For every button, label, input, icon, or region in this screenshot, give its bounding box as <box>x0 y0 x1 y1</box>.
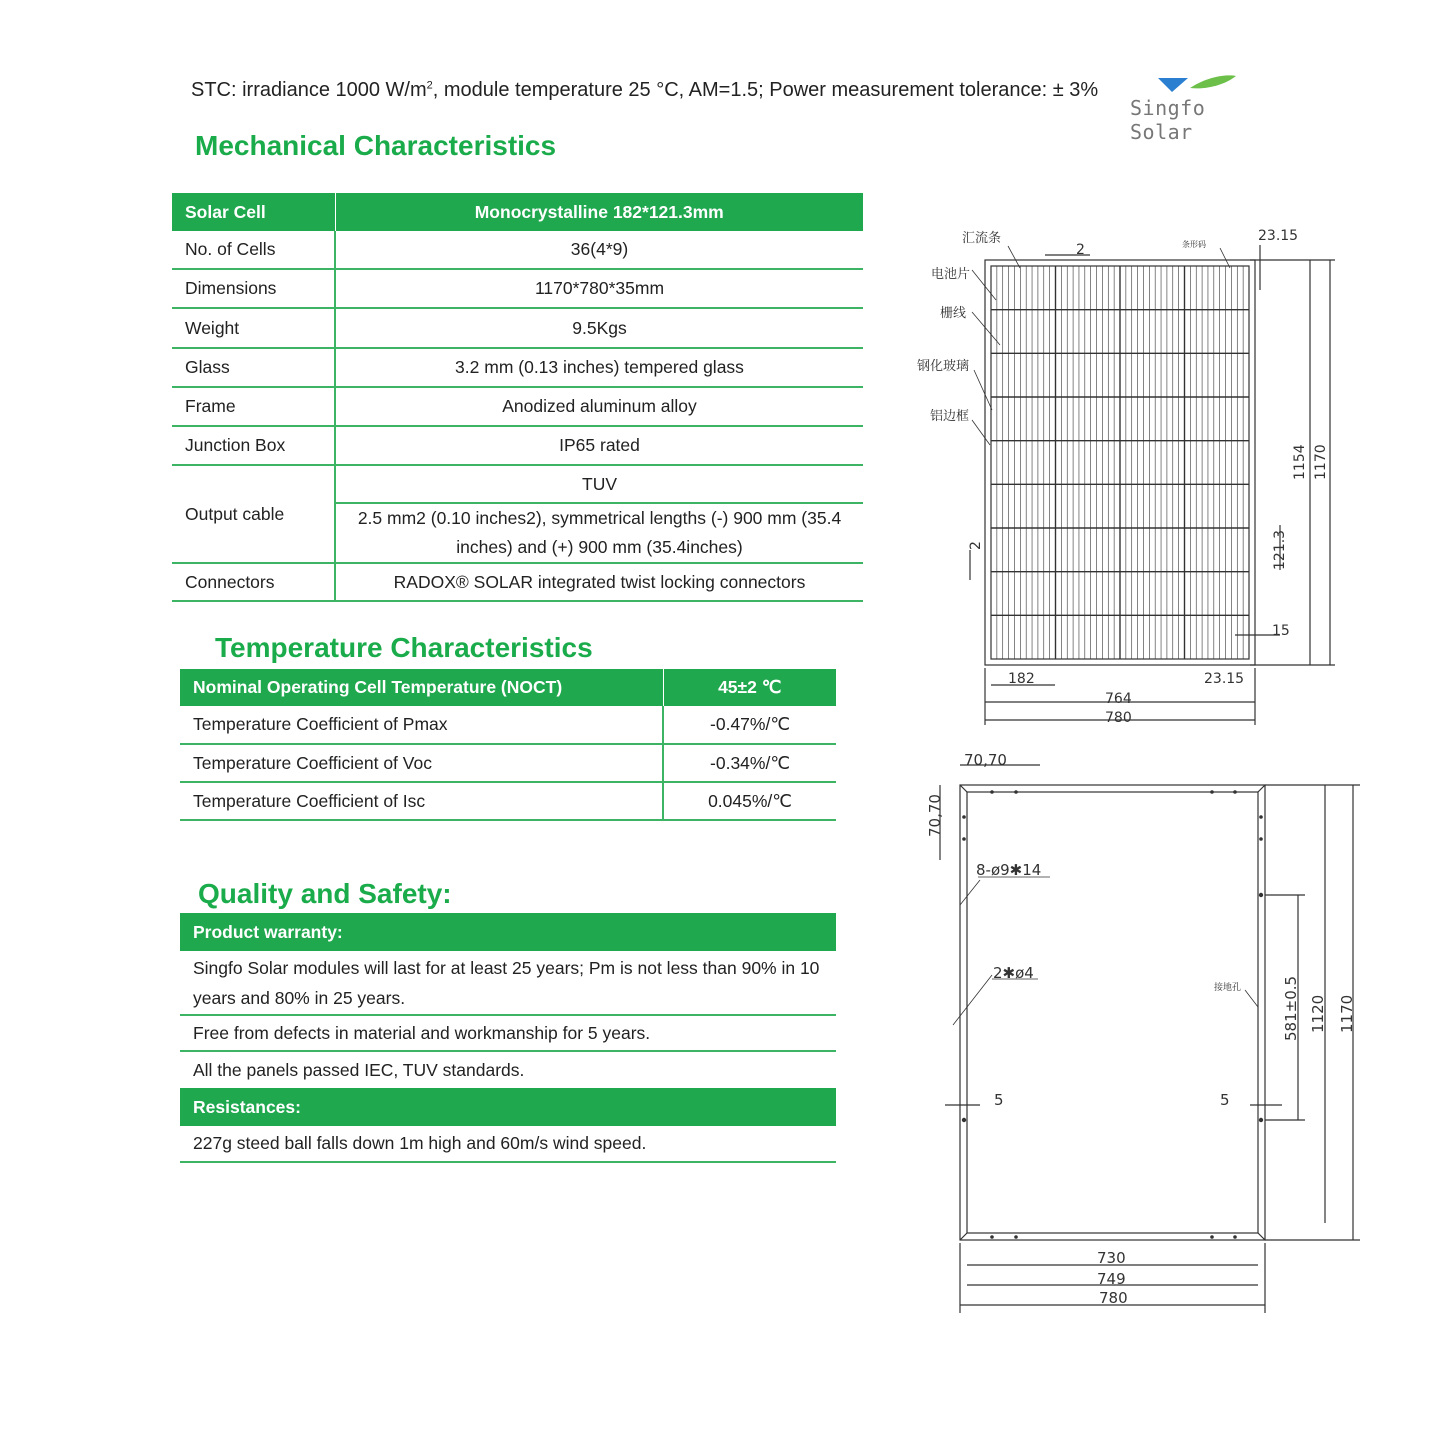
warranty-line: Singfo Solar modules will last for at least 25 years; Pm is not less than 90% in 10 years and 80% in 25 years. <box>180 951 836 1016</box>
gridline-label: 栅线 <box>940 306 967 321</box>
cell-label: 电池片 <box>931 267 971 282</box>
dim-cell-width: 182 <box>1008 671 1035 687</box>
glass-label: 钢化玻璃 <box>917 359 970 374</box>
output-cable-spec: 2.5 mm2 (0.10 inches2), symmetrical lengths (-) 900 mm (35.4 inches) and (+) 900 mm (35.4inches) <box>335 503 863 563</box>
row-value: 9.5Kgs <box>335 308 863 348</box>
output-cable-label: Output cable <box>172 465 335 563</box>
dim-busbar-gap: 2 <box>1076 242 1085 258</box>
mechanical-header-row <box>172 193 863 231</box>
mechanical-table <box>172 193 863 602</box>
dim-width-c: 780 <box>1099 1289 1128 1307</box>
dim-edge-right: 5 <box>1220 1091 1230 1109</box>
dim-width-a: 730 <box>1097 1249 1126 1267</box>
dim-cell-gap: 2 <box>968 541 984 550</box>
table-row <box>172 426 863 465</box>
dim-mount-holes: 8-ø9✱14 <box>976 861 1042 879</box>
dim-cell-height: 121.3 <box>1272 529 1288 570</box>
row-value: Anodized aluminum alloy <box>335 387 863 426</box>
brand-logo <box>1128 74 1268 144</box>
dim-width-outer: 780 <box>1105 710 1132 726</box>
table-row <box>180 744 836 782</box>
row-value: 0.045%/℃ <box>663 782 836 820</box>
dim-width-inner: 764 <box>1105 691 1132 707</box>
row-label: Temperature Coefficient of Pmax <box>180 706 663 744</box>
dim-width-b: 749 <box>1097 1270 1126 1288</box>
barcode-label: 条形码 <box>1182 240 1206 249</box>
resistance-line: 227g steed ball falls down 1m high and 60m/s wind speed. <box>180 1126 836 1163</box>
quality-block <box>180 913 836 1163</box>
solar-cell-value: Monocrystalline 182*121.3mm <box>335 193 863 231</box>
row-label: Junction Box <box>172 426 335 465</box>
dim-corner-vertical: 70,70 <box>926 794 944 837</box>
table-row <box>180 782 836 820</box>
row-label: Glass <box>172 348 335 387</box>
row-value: -0.34%/℃ <box>663 744 836 782</box>
panel-back-frame <box>960 785 1265 1240</box>
warranty-line: Free from defects in material and workmanship for 5 years. <box>180 1016 836 1052</box>
dim-top-margin: 23.15 <box>1258 228 1299 244</box>
noct-value: 45±2 ℃ <box>663 669 836 706</box>
row-label: Weight <box>172 308 335 348</box>
warranty-header: Product warranty: <box>180 913 836 951</box>
dim-height-outer: 1170 <box>1338 994 1356 1033</box>
solar-cell-label: Solar Cell <box>172 193 335 231</box>
output-cable-cert: TUV <box>335 465 863 503</box>
row-value: 3.2 mm (0.13 inches) tempered glass <box>335 348 863 387</box>
row-value: RADOX® SOLAR integrated twist locking connectors <box>335 563 863 601</box>
dim-bottom-margin: 15 <box>1272 623 1290 639</box>
dim-ground-holes: 2✱ø4 <box>993 964 1034 982</box>
table-row <box>180 706 836 744</box>
table-row <box>172 348 863 387</box>
row-label: Frame <box>172 387 335 426</box>
dim-height-outer: 1170 <box>1313 444 1329 480</box>
dim-height-inner: 1154 <box>1292 444 1308 480</box>
temperature-title: Temperature Characteristics <box>215 632 593 663</box>
row-value: IP65 rated <box>335 426 863 465</box>
dim-edge-left: 5 <box>994 1091 1004 1109</box>
mechanical-title: Mechanical Characteristics <box>195 130 557 161</box>
table-row <box>172 563 863 601</box>
warranty-line: All the panels passed IEC, TUV standards. <box>193 1060 525 1080</box>
table-row <box>172 465 863 503</box>
table-row <box>172 308 863 348</box>
frame-label: 铝边框 <box>930 409 970 424</box>
row-label: No. of Cells <box>172 231 335 269</box>
dim-side-margin: 23.15 <box>1204 671 1245 687</box>
back-view-drawing <box>920 745 1370 1320</box>
row-value: -0.47%/℃ <box>663 706 836 744</box>
dim-height-inner: 1120 <box>1309 994 1327 1033</box>
row-value: 1170*780*35mm <box>335 269 863 308</box>
busbar-label: 汇流条 <box>962 231 1002 246</box>
temperature-header-row <box>180 669 836 706</box>
noct-label: Nominal Operating Cell Temperature (NOCT) <box>180 669 663 706</box>
row-label: Dimensions <box>172 269 335 308</box>
row-label: Connectors <box>172 563 335 601</box>
table-row <box>172 231 863 269</box>
row-label: Temperature Coefficient of Voc <box>180 744 663 782</box>
row-value: 36(4*9) <box>335 231 863 269</box>
table-row <box>172 269 863 308</box>
ground-hole-label: 接地孔 <box>1214 983 1242 993</box>
table-row <box>172 387 863 426</box>
stc-conditions: STC: irradiance 1000 $W/m^2$, module temperature 25 °C, AM=1.5; Power measurement tolerance: ± 3% <box>191 79 1099 101</box>
quality-title: Quality and Safety: <box>198 878 452 909</box>
front-view-drawing <box>900 220 1350 740</box>
brand-name: Singfo Solar <box>1130 96 1206 144</box>
temperature-table <box>180 669 836 821</box>
dim-hole-span: 581±0.5 <box>1282 975 1300 1041</box>
row-label: Temperature Coefficient of Isc <box>180 782 663 820</box>
dim-corner: 70,70 <box>964 751 1007 769</box>
cell-grid <box>991 266 1249 659</box>
resistances-header: Resistances: <box>180 1088 836 1126</box>
